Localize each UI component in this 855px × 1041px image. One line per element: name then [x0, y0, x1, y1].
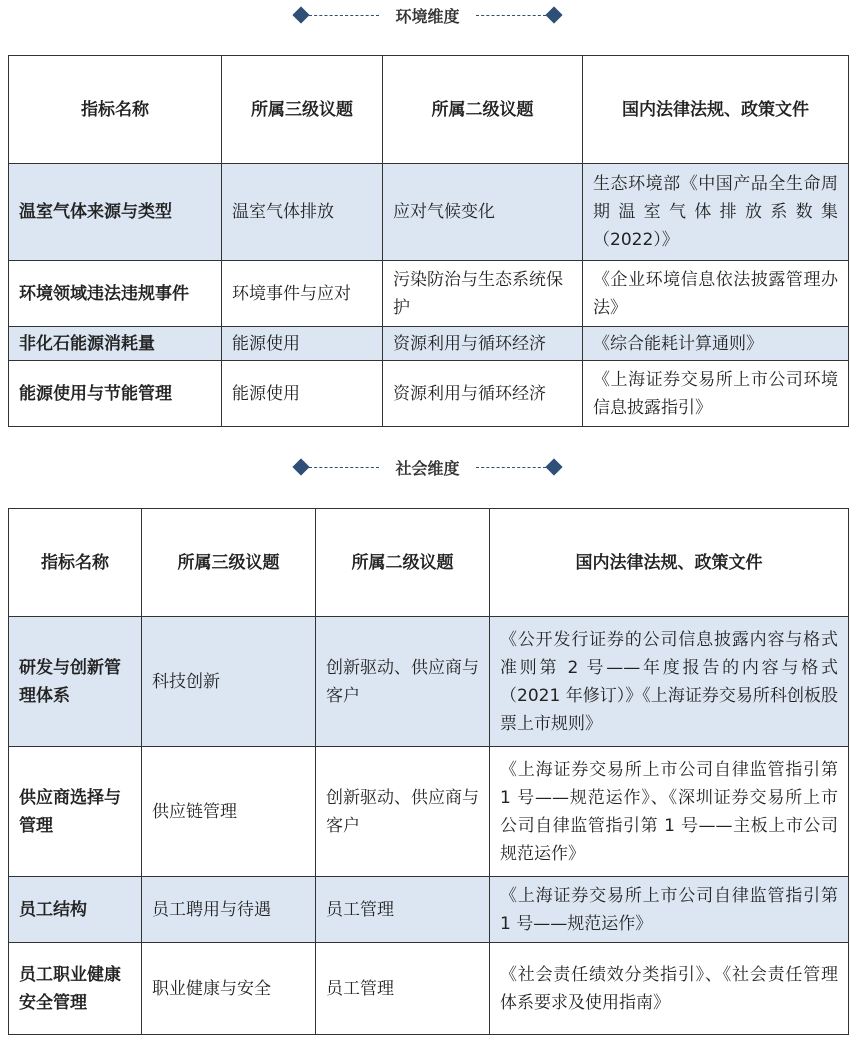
level2-topic: 资源利用与循环经济 — [383, 327, 583, 361]
indicator-name: 非化石能源消耗量 — [9, 327, 222, 361]
indicator-name: 员工结构 — [9, 877, 142, 943]
level2-topic: 应对气候变化 — [383, 164, 583, 261]
indicator-name: 研发与创新管理体系 — [9, 617, 142, 747]
title-decoration-left — [295, 461, 381, 473]
diamond-icon — [545, 459, 562, 476]
regulation: 《社会责任绩效分类指引》、《社会责任管理体系要求及使用指南》 — [490, 943, 849, 1035]
level3-topic: 能源使用 — [222, 361, 383, 427]
table-header-row — [9, 509, 849, 617]
table-row — [9, 617, 849, 747]
header-regulations: 国内法律法规、政策文件 — [583, 56, 849, 164]
title-decoration-right — [474, 9, 560, 21]
level3-topic: 员工聘用与待遇 — [142, 877, 316, 943]
level3-topic: 温室气体排放 — [222, 164, 383, 261]
soc-title: 社会维度 — [395, 458, 460, 478]
indicator-name: 员工职业健康安全管理 — [9, 943, 142, 1035]
regulation: 《公开发行证券的公司信息披露内容与格式准则第 2 号——年度报告的内容与格式（2021 年修订）》《上海证券交易所科创板股票上市规则》 — [490, 617, 849, 747]
regulation: 《综合能耗计算通则》 — [583, 327, 849, 361]
indicator-name: 供应商选择与管理 — [9, 747, 142, 877]
diamond-icon — [545, 7, 562, 24]
indicator-name: 温室气体来源与类型 — [9, 164, 222, 261]
level3-topic: 能源使用 — [222, 327, 383, 361]
header-level2-topic: 所属二级议题 — [383, 56, 583, 164]
header-indicator-name: 指标名称 — [9, 509, 142, 617]
level2-topic: 员工管理 — [316, 943, 490, 1035]
table-row — [9, 877, 849, 943]
soc-table — [8, 508, 849, 1035]
env-title: 环境维度 — [395, 6, 460, 26]
regulation: 《上海证券交易所上市公司环境信息披露指引》 — [583, 361, 849, 427]
table-row — [9, 327, 849, 361]
header-regulations: 国内法律法规、政策文件 — [490, 509, 849, 617]
diamond-icon — [293, 7, 310, 24]
header-level3-topic: 所属三级议题 — [222, 56, 383, 164]
header-indicator-name: 指标名称 — [9, 56, 222, 164]
indicator-name: 能源使用与节能管理 — [9, 361, 222, 427]
table-row — [9, 261, 849, 327]
level2-topic: 资源利用与循环经济 — [383, 361, 583, 427]
level3-topic: 环境事件与应对 — [222, 261, 383, 327]
soc-section-title — [0, 452, 855, 482]
regulation: 《企业环境信息依法披露管理办法》 — [583, 261, 849, 327]
dash-line — [476, 15, 546, 16]
table-header-row — [9, 56, 849, 164]
header-level3-topic: 所属三级议题 — [142, 509, 316, 617]
title-decoration-right — [474, 461, 560, 473]
title-decoration-left — [295, 9, 381, 21]
env-table — [8, 55, 849, 427]
level3-topic: 供应链管理 — [142, 747, 316, 877]
level3-topic: 科技创新 — [142, 617, 316, 747]
table-row — [9, 164, 849, 261]
regulation: 生态环境部《中国产品全生命周期温室气体排放系数集（2022）》 — [583, 164, 849, 261]
dash-line — [309, 467, 379, 468]
diamond-icon — [293, 459, 310, 476]
level2-topic: 污染防治与生态系统保护 — [383, 261, 583, 327]
table-row — [9, 361, 849, 427]
indicator-name: 环境领域违法违规事件 — [9, 261, 222, 327]
dash-line — [476, 467, 546, 468]
level3-topic: 职业健康与安全 — [142, 943, 316, 1035]
env-section-title — [0, 0, 855, 30]
dash-line — [309, 15, 379, 16]
regulation: 《上海证券交易所上市公司自律监管指引第 1 号——规范运作》 — [490, 877, 849, 943]
level2-topic: 员工管理 — [316, 877, 490, 943]
header-level2-topic: 所属二级议题 — [316, 509, 490, 617]
regulation: 《上海证券交易所上市公司自律监管指引第 1 号——规范运作》、《深圳证券交易所上市公司自律监管指引第 1 号——主板上市公司规范运作》 — [490, 747, 849, 877]
level2-topic: 创新驱动、供应商与客户 — [316, 747, 490, 877]
level2-topic: 创新驱动、供应商与客户 — [316, 617, 490, 747]
table-row — [9, 747, 849, 877]
table-row — [9, 943, 849, 1035]
